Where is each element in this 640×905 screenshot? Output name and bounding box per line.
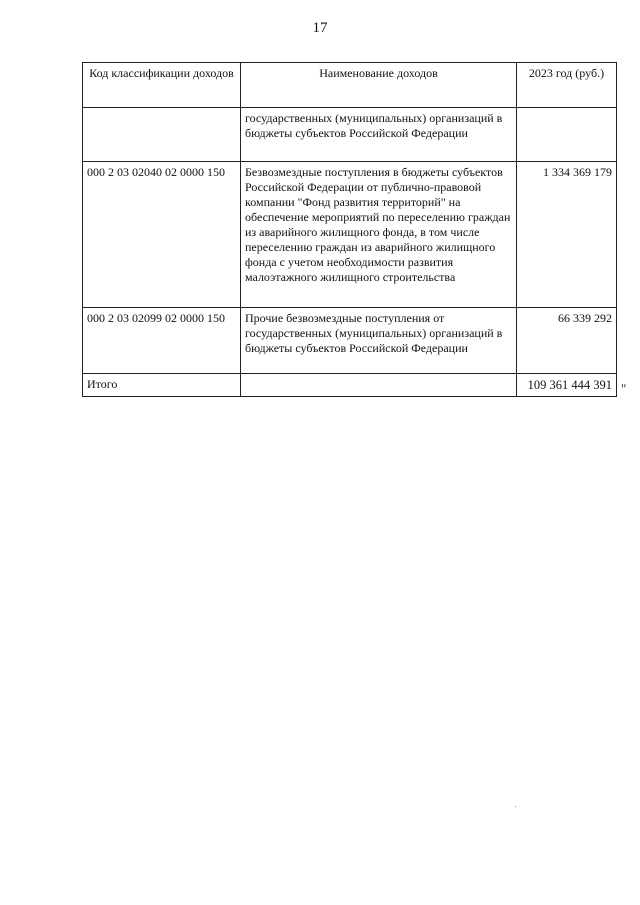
total-amount: 109 361 444 391 xyxy=(517,374,617,397)
total-name xyxy=(241,374,517,397)
table-row xyxy=(83,162,617,308)
row-code: 000 2 03 02040 02 0000 150 xyxy=(83,162,241,308)
header-code: Код классификации доходов xyxy=(83,63,241,108)
row-code xyxy=(83,108,241,162)
scan-speck xyxy=(515,806,516,807)
table-header-row xyxy=(83,63,617,108)
row-code: 000 2 03 02099 02 0000 150 xyxy=(83,308,241,374)
closing-quote: " xyxy=(621,381,627,396)
header-name: Наименование доходов xyxy=(241,63,517,108)
income-table xyxy=(82,62,617,397)
row-name: государственных (муниципальных) организаций в бюджеты субъектов Российской Федерации xyxy=(241,108,517,162)
table-row xyxy=(83,108,617,162)
row-name: Прочие безвозмездные поступления от государственных (муниципальных) организаций в бюджеты субъектов Российской Федерации xyxy=(241,308,517,374)
total-label: Итого xyxy=(83,374,241,397)
total-row xyxy=(83,374,617,397)
row-amount xyxy=(517,108,617,162)
table-row xyxy=(83,308,617,374)
row-name: Безвозмездные поступления в бюджеты субъектов Российской Федерации от публично-правовой компании "Фонд развития территорий" на обеспечение мероприятий по переселению граждан из аварийного жилищного фонда, в том числе переселению граждан из аварийного жилищного фонда с учетом необходимости развития малоэтажного жилищного строительства xyxy=(241,162,517,308)
row-amount: 66 339 292 xyxy=(517,308,617,374)
row-amount: 1 334 369 179 xyxy=(517,162,617,308)
page-number: 17 xyxy=(312,20,328,36)
header-amount: 2023 год (руб.) xyxy=(517,63,617,108)
